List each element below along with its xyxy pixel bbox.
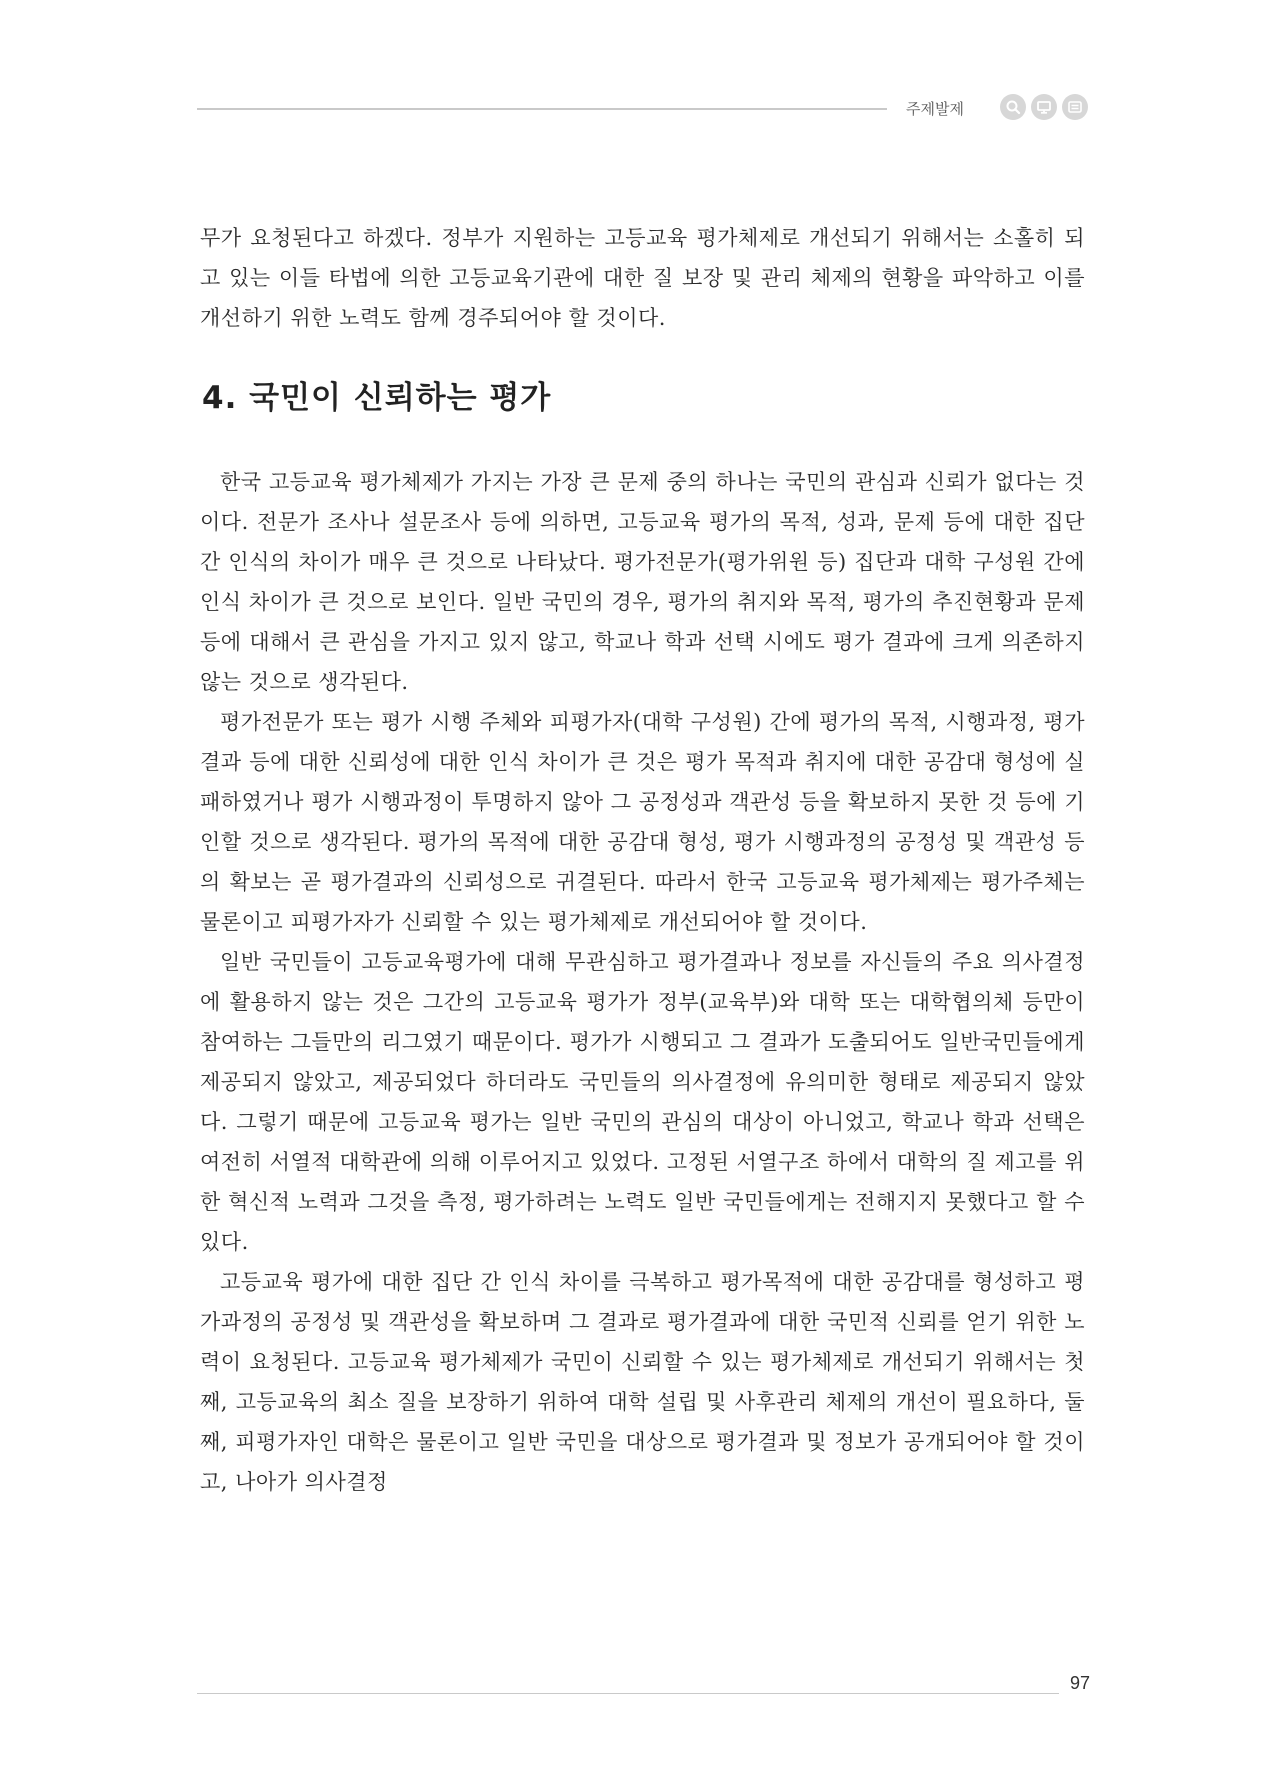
monitor-icon [1031,94,1057,120]
header-divider [197,108,887,110]
section-heading: 4. 국민이 신뢰하는 평가 [202,380,552,416]
body-paragraph-4: 고등교육 평가에 대한 집단 간 인식 차이를 극복하고 평가목적에 대한 공감대를 형성하고 평가과정의 공정성 및 객관성을 확보하며 그 결과로 평가결과에 대한 국민적 신뢰를 얻기 위한 노력이 요청된다. 고등교육 평가체제가 국민이 신뢰할 수 있는 평가체제로 개선되기 위해서는 첫째, 고등교육의 최소 질을 보장하기 위하여 대학 설립 및 사후관리 체제의 개선이 필요하다, 둘째, 피평가자인 대학은 물론이고 일반 국민을 대상으로 평가결과 및 정보가 공개되어야 할 것이고, 나아가 의사결정 [200,1270,1085,1494]
body-paragraph-1: 한국 고등교육 평가체제가 가지는 가장 큰 문제 중의 하나는 국민의 관심과 신뢰가 없다는 것이다. 전문가 조사나 설문조사 등에 의하면, 고등교육 평가의 목적, 성과, 문제 등에 대한 집단 간 인식의 차이가 매우 큰 것으로 나타났다. 평가전문가(평가위원 등) 집단과 대학 구성원 간에 인식 차이가 큰 것으로 보인다. 일반 국민의 경우, 평가의 취지와 목적, 평가의 추진현황과 문제 등에 대해서 큰 관심을 가지고 있지 않고, 학교나 학과 선택 시에도 평가 결과에 크게 의존하지 않는 것으로 생각된다. [200,470,1085,694]
list-icon [1062,94,1088,120]
running-header-title: 주제발제 [906,100,964,118]
header-icon-group [1000,94,1088,120]
intro-paragraph: 무가 요청된다고 하겠다. 정부가 지원하는 고등교육 평가체제로 개선되기 위해서는 소홀히 되고 있는 이들 타법에 의한 고등교육기관에 대한 질 보장 및 관리 체제의 현황을 파악하고 이를 개선하기 위한 노력도 함께 경주되어야 할 것이다. [200,226,1085,330]
document-body [200,218,1085,1502]
search-icon [1000,94,1026,120]
body-paragraph-3: 일반 국민들이 고등교육평가에 대해 무관심하고 평가결과나 정보를 자신들의 주요 의사결정에 활용하지 않는 것은 그간의 고등교육 평가가 정부(교육부)와 대학 또는 대학협의체 등만이 참여하는 그들만의 리그였기 때문이다. 평가가 시행되고 그 결과가 도출되어도 일반국민들에게 제공되지 않았고, 제공되었다 하더라도 국민들의 의사결정에 유의미한 형태로 제공되지 않았다. 그렇기 때문에 고등교육 평가는 일반 국민의 관심의 대상이 아니었고, 학교나 학과 선택은 여전히 서열적 대학관에 의해 이루어지고 있었다. 고정된 서열구조 하에서 대학의 질 제고를 위한 혁신적 노력과 그것을 측정, 평가하려는 노력도 일반 국민들에게는 전해지지 못했다고 할 수 있다. [200,950,1085,1254]
page-number: 97 [1070,1673,1091,1693]
footer-divider [197,1693,1059,1694]
body-paragraph-2: 평가전문가 또는 평가 시행 주체와 피평가자(대학 구성원) 간에 평가의 목적, 시행과정, 평가결과 등에 대한 신뢰성에 대한 인식 차이가 큰 것은 평가 목적과 취지에 대한 공감대 형성에 실패하였거나 평가 시행과정이 투명하지 않아 그 공정성과 객관성 등을 확보하지 못한 것 등에 기인할 것으로 생각된다. 평가의 목적에 대한 공감대 형성, 평가 시행과정의 공정성 및 객관성 등의 확보는 곧 평가결과의 신뢰성으로 귀결된다. 따라서 한국 고등교육 평가체제는 평가주체는 물론이고 피평가자가 신뢰할 수 있는 평가체제로 개선되어야 할 것이다. [200,710,1085,934]
